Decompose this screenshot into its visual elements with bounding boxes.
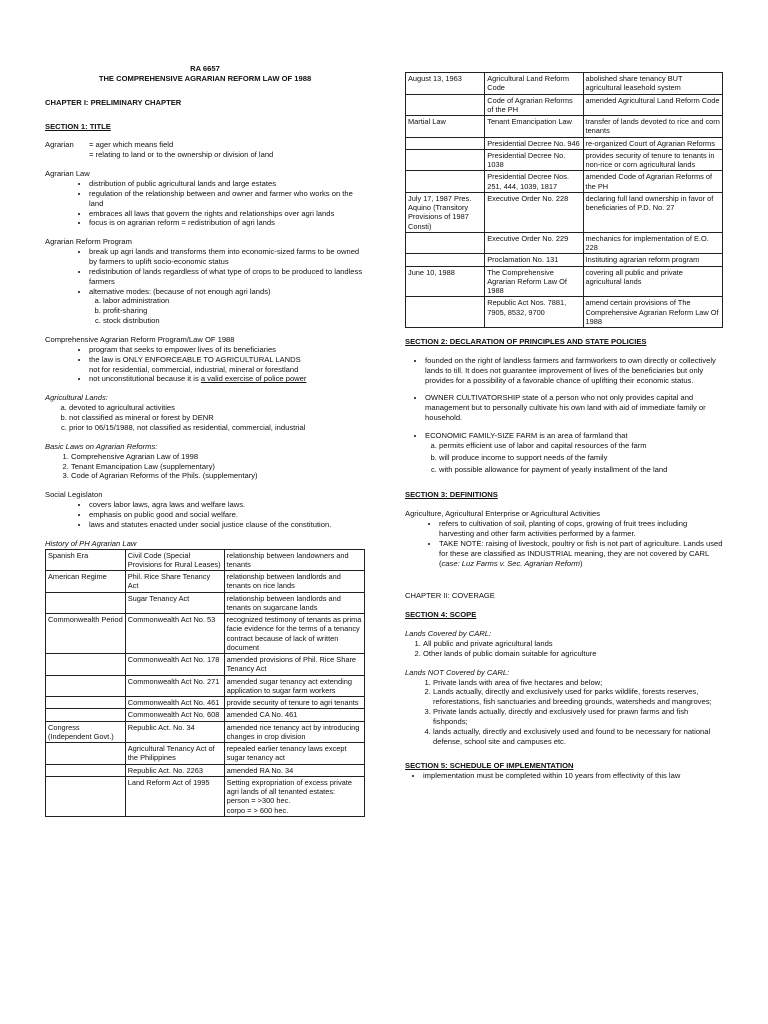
carp-heading: Comprehensive Agrarian Reform Program/Law OF 1988	[45, 335, 235, 345]
table-cell-period: Congress (Independent Govt.)	[46, 721, 126, 743]
table-cell-law: Executive Order No. 228	[485, 192, 583, 232]
basic-laws-heading: Basic Laws on Agrarian Reforms:	[45, 441, 158, 451]
list-item: • regulation of the relationship between and owner and farmer who works on the land	[89, 189, 365, 209]
list-item: 2. Lands actually, directly and exclusively used for parks wildlife, forests reserves, reforestations, fish sanctuaries and breeding grounds, watersheds and mangroves;	[433, 687, 723, 707]
table-cell-law: Commonwealth Act No. 178	[125, 654, 224, 676]
table-row	[406, 149, 723, 171]
table-cell-law: Commonwealth Act No. 53	[125, 614, 224, 654]
list-item-text: TAKE NOTE: raising of livestock, poultry or fish is not part of agriculture. Lands used for these are classified as INDUSTRIAL meaning, they are not covered by CARL (	[439, 538, 723, 568]
ag-lands-list	[45, 403, 365, 433]
table-cell-description: amended RA No. 34	[224, 764, 364, 776]
table-cell-period	[46, 743, 126, 765]
table-row	[406, 73, 723, 95]
table-cell-period	[406, 94, 485, 116]
not-covered-list	[405, 678, 723, 747]
table-cell-description: amended sugar tenancy act extending application to sugar farm workers	[224, 675, 364, 697]
list-item: • distribution of public agricultural lands and large estates	[89, 179, 365, 189]
table-cell-description: repealed earlier tenancy laws except sugar tenancy act	[224, 743, 364, 765]
list-item: a. labor administration	[103, 296, 365, 306]
agrarian-law-list	[45, 179, 365, 228]
list-item: c. prior to 06/15/1988, not classified as residential, commercial, industrial	[69, 423, 365, 433]
table-cell-period: June 10, 1988	[406, 266, 485, 297]
right-column	[405, 72, 723, 780]
table-cell-description: relationship between landlords and tenants on rice lands	[224, 571, 364, 593]
list-item: • focus is on agrarian reform = redistribution of agri lands	[89, 218, 365, 228]
covered-heading: Lands Covered by CARL:	[405, 629, 492, 639]
table-cell-description: amended CA No. 461	[224, 709, 364, 721]
list-item: b. profit-sharing	[103, 306, 365, 316]
list-item	[89, 287, 365, 326]
arp-list	[45, 247, 365, 326]
carp-list	[45, 345, 365, 384]
table-cell-period	[406, 254, 485, 266]
table-row	[406, 232, 723, 254]
table-cell-description: relationship between landowners and tenants	[224, 549, 364, 571]
section-2-list	[405, 356, 723, 475]
history-table-continued	[405, 72, 723, 328]
table-cell-period: August 13, 1963	[406, 73, 485, 95]
arp-heading: Agrarian Reform Program	[45, 237, 132, 247]
table-cell-description: amended rice tenancy act by introducing changes in crop division	[224, 721, 364, 743]
section-3-heading: SECTION 3: DEFINITIONS	[405, 490, 498, 500]
law-title: THE COMPREHENSIVE AGRARIAN REFORM LAW OF 1988	[98, 73, 312, 83]
table-cell-law: Land Reform Act of 1995	[125, 776, 224, 816]
list-item: c. with possible allowance for payment of yearly installment of the land	[439, 465, 723, 475]
table-cell-law: Republic Act Nos. 7881, 7905, 8532, 9700	[485, 297, 583, 328]
table-cell-description: declaring full land ownership in favor of beneficiaries of P.D. No. 27	[583, 192, 722, 232]
table-row	[46, 764, 365, 776]
table-cell-description: re-organized Court of Agrarian Reforms	[583, 137, 722, 149]
table-cell-description: amended Agricultural Land Reform Code	[583, 94, 722, 116]
section-4-heading: SECTION 4: SCOPE	[405, 610, 477, 620]
history-table	[45, 549, 365, 817]
list-item	[89, 355, 365, 375]
table-cell-description: amended provisions of Phil. Rice Share Tenancy Act	[224, 654, 364, 676]
basic-laws-list	[45, 452, 365, 482]
list-item: b. will produce income to support needs of the family	[439, 453, 723, 463]
table-cell-period	[406, 149, 485, 171]
table-cell-period	[46, 675, 126, 697]
table-row	[406, 116, 723, 138]
list-item: • OWNER CULTIVATORSHIP state of a person who not only provides capital and management but to personally cultivate his own land with aid of immediate family or household.	[425, 393, 723, 423]
table-cell-period	[406, 171, 485, 193]
table-row	[406, 94, 723, 116]
chapter-1-heading: CHAPTER I: PRELIMINARY CHAPTER	[45, 97, 182, 107]
table-cell-law: Presidential Decree No. 1038	[485, 149, 583, 171]
list-item: • covers labor laws, agra laws and welfare laws.	[89, 500, 365, 510]
table-cell-description: provides security of tenure to tenants in non-rice or corn agricultural lands	[583, 149, 722, 171]
table-cell-law: Proclamation No. 131	[485, 254, 583, 266]
list-item-text: ECONOMIC FAMILY-SIZE FARM is an area of farmland that	[425, 431, 628, 441]
list-item-text: the law is ONLY ENFORCEABLE TO AGRICULTURAL LANDS	[89, 354, 301, 364]
table-cell-description: Instituting agrarian reform program	[583, 254, 722, 266]
list-item: 2. Tenant Emancipation Law (supplementary)	[71, 462, 365, 472]
table-cell-period: Martial Law	[406, 116, 485, 138]
social-heading: Social Legislaton	[45, 490, 103, 500]
table-cell-description: abolished share tenancy BUT agricultural leasehold system	[583, 73, 722, 95]
table-row	[46, 675, 365, 697]
list-item: 3. Code of Agrarian Reforms of the Phils. (supplementary)	[71, 471, 365, 481]
history-heading: History of PH Agrarian Law	[45, 538, 137, 548]
table-cell-description: amended Code of Agrarian Reforms of the PH	[583, 171, 722, 193]
table-cell-law: Civil Code (Special Provisions for Rural Leases)	[125, 549, 224, 571]
table-cell-law: Phil. Rice Share Tenancy Act	[125, 571, 224, 593]
table-row	[46, 614, 365, 654]
section-1-heading: SECTION 1: TITLE	[45, 121, 111, 131]
list-item-text: not for residential, commercial, industrial, mineral or forestland	[89, 364, 299, 374]
list-item: • program that seeks to empower lives of its beneficiaries	[89, 345, 365, 355]
table-row	[46, 697, 365, 709]
table-cell-law: Republic Act. No. 34	[125, 721, 224, 743]
list-item: • emphasis on public good and social welfare.	[89, 510, 365, 520]
table-cell-law: Agricultural Land Reform Code	[485, 73, 583, 95]
table-cell-period: American Regime	[46, 571, 126, 593]
list-item: • implementation must be completed within 10 years from effectivity of this law	[423, 771, 723, 781]
section-5-heading: SECTION 5: SCHEDULE OF IMPLEMENTATION	[405, 760, 574, 770]
agrarian-def-1: = ager which means field	[89, 140, 174, 150]
table-cell-period	[46, 709, 126, 721]
table-cell-law: Presidential Decree Nos. 251, 444, 1039, 1817	[485, 171, 583, 193]
table-cell-law: Republic Act. No. 2263	[125, 764, 224, 776]
table-cell-law: Tenant Emancipation Law	[485, 116, 583, 138]
table-cell-description: mechanics for implementation of E.O. 228	[583, 232, 722, 254]
list-item	[89, 374, 365, 384]
table-cell-period	[406, 232, 485, 254]
table-cell-period: July 17, 1987 Pres. Aquino (Transitory Provisions of 1987 Consti)	[406, 192, 485, 232]
section-2-heading: SECTION 2: DECLARATION OF PRINCIPLES AND STATE POLICIES	[405, 337, 647, 346]
table-cell-law: Commonwealth Act No. 461	[125, 697, 224, 709]
agrarian-term: Agrarian	[45, 140, 74, 150]
table-row	[406, 137, 723, 149]
left-column	[45, 64, 365, 817]
table-row	[46, 743, 365, 765]
table-row	[406, 192, 723, 232]
table-row	[406, 254, 723, 266]
table-row	[46, 592, 365, 614]
list-item: a. permits efficient use of labor and capital resources of the farm	[439, 441, 723, 451]
section-3-subheading: Agriculture, Agricultural Enterprise or Agricultural Activities	[405, 509, 600, 519]
table-row	[46, 549, 365, 571]
table-cell-description: transfer of lands devoted to rice and corn tenants	[583, 116, 722, 138]
table-row	[406, 171, 723, 193]
law-number: RA 6657	[190, 64, 220, 73]
table-cell-law: Code of Agrarian Reforms of the PH	[485, 94, 583, 116]
list-item: 4. lands actually, directly and exclusively used and found to be necessary for national defense, school site and campuses etc.	[433, 727, 723, 747]
section-3-list	[405, 519, 723, 568]
modes-list	[89, 296, 365, 326]
list-item-text: not unconstitutional because it is	[89, 374, 201, 384]
table-row	[46, 776, 365, 816]
list-item: • refers to cultivation of soil, planting of cops, growing of fruit trees including harvesting and other farm activities performed by a farmer.	[439, 519, 723, 539]
list-item: • redistribution of lands regardless of what type of crops to be produced to landless farmers	[89, 267, 365, 287]
table-cell-law: Presidential Decree No. 946	[485, 137, 583, 149]
list-item: 1. All public and private agricultural lands	[423, 639, 723, 649]
table-cell-period	[46, 697, 126, 709]
table-cell-description: Setting expropriation of excess private agri lands of all tenanted estates: person = >300 hec. corpo = > 600 hec.	[224, 776, 364, 816]
table-cell-description: recognized testimony of tenants as prima facie evidence for the terms of a tenancy contract because of lack of written document	[224, 614, 364, 654]
list-item: 3. Private lands actually, directly and exclusively used for prawn farms and fish fishponds;	[433, 707, 723, 727]
table-cell-period: Spanish Era	[46, 549, 126, 571]
list-item: • embraces all laws that govern the rights and relationships over agri lands	[89, 209, 365, 219]
table-row	[406, 266, 723, 297]
table-cell-period	[46, 764, 126, 776]
agrarian-law-heading: Agrarian Law	[45, 169, 90, 179]
chapter-2-heading: CHAPTER II: COVERAGE	[405, 591, 495, 601]
table-cell-description: covering all public and private agricultural lands	[583, 266, 722, 297]
table-cell-description: relationship between landlords and tenants on sugarcane lands	[224, 592, 364, 614]
table-cell-period	[406, 297, 485, 328]
list-item: • laws and statutes enacted under social justice clause of the constitution.	[89, 520, 365, 530]
table-cell-period	[46, 776, 126, 816]
table-row	[406, 297, 723, 328]
table-cell-law: Agricultural Tenancy Act of the Philippines	[125, 743, 224, 765]
table-cell-period: Commonwealth Period	[46, 614, 126, 654]
list-item: • founded on the right of landless farmers and farmworkers to own directly or collectively lands to till. It does not guarantee improvement of lives of the beneficiaries but only provides for a possibility of a favorable chance of uplifting their economic status.	[425, 356, 723, 386]
table-cell-description: provide security of tenure to agri tenants	[224, 697, 364, 709]
table-cell-period	[46, 592, 126, 614]
list-item: a. devoted to agricultural activities	[69, 403, 365, 413]
table-cell-law: The Comprehensive Agrarian Reform Law Of 1988	[485, 266, 583, 297]
list-item: 2. Other lands of public domain suitable for agriculture	[423, 649, 723, 659]
table-row	[46, 709, 365, 721]
table-cell-law: Sugar Tenancy Act	[125, 592, 224, 614]
list-item: • break up agri lands and transforms them into economic-sized farms to be owned by farmers to uplift socio-economic status	[89, 247, 365, 267]
list-item: 1. Private lands with area of five hectares and below;	[433, 678, 723, 688]
list-item: 1. Comprehensive Agrarian Law of 1998	[71, 452, 365, 462]
table-row	[46, 571, 365, 593]
list-item: c. stock distribution	[103, 316, 365, 326]
agrarian-definition	[45, 140, 365, 150]
table-cell-law: Executive Order No. 229	[485, 232, 583, 254]
spacer	[45, 150, 89, 160]
list-item	[439, 539, 723, 569]
police-power-text: a valid exercise of police power	[200, 374, 307, 384]
list-item: b. not classified as mineral or forest by DENR	[69, 413, 365, 423]
not-covered-heading: Lands NOT Covered by CARL:	[405, 667, 510, 677]
covered-list	[405, 639, 723, 659]
social-list	[45, 500, 365, 530]
closing-paren: )	[579, 558, 583, 568]
case-citation: case: Luz Farms v. Sec. Agrarian Reform	[441, 558, 580, 568]
table-cell-law: Commonwealth Act No. 271	[125, 675, 224, 697]
ag-lands-heading: Agricultural Lands:	[45, 393, 108, 403]
table-cell-period	[406, 137, 485, 149]
family-farm-list	[425, 441, 723, 475]
list-item-text: alternative modes: (because of not enough agri lands)	[89, 286, 271, 296]
table-cell-description: amend certain provisions of The Comprehensive Agrarian Reform Law Of 1988	[583, 297, 722, 328]
table-cell-period	[46, 654, 126, 676]
table-row	[46, 721, 365, 743]
section-5-list	[405, 771, 723, 781]
agrarian-definition-2	[45, 150, 365, 160]
agrarian-def-2: = relating to land or to the ownership or division of land	[89, 150, 274, 160]
list-item	[425, 431, 723, 474]
table-cell-law: Commonwealth Act No. 608	[125, 709, 224, 721]
table-row	[46, 654, 365, 676]
